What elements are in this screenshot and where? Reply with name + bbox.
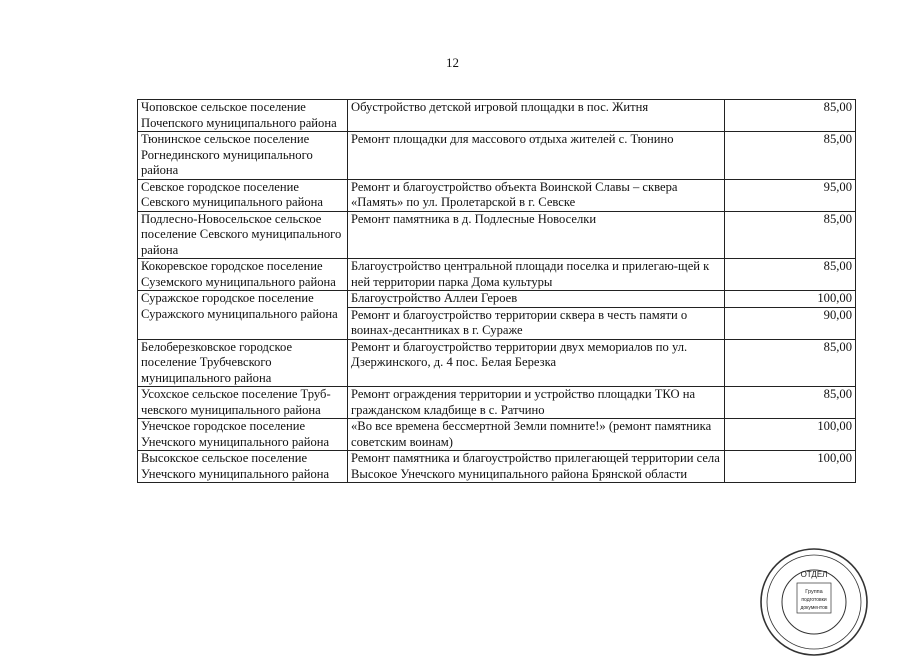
settlement-cell: Белоберезковское городское поселение Трубчевского муниципального района — [138, 339, 348, 387]
settlement-cell: Унечское городское поселение Унечского муниципального района — [138, 419, 348, 451]
project-cell: Обустройство детской игровой площадки в пос. Житня — [348, 100, 725, 132]
table-row — [138, 211, 856, 259]
project-cell: Ремонт и благоустройство территории двух мемориалов по ул. Дзержинского, д. 4 пос. Белая Березка — [348, 339, 725, 387]
stamp-department: ОТДЕЛ — [800, 570, 828, 579]
project-cell: Ремонт памятника и благоустройство прилегающей территории села Высокое Унечского муниципального района Брянской области — [348, 451, 725, 483]
amount-cell: 85,00 — [725, 339, 856, 387]
settlement-cell: Севское городское поселение Севского муниципального района — [138, 179, 348, 211]
table-row — [138, 100, 856, 132]
stamp-group-line3: документов — [800, 605, 828, 611]
amount-cell: 85,00 — [725, 259, 856, 291]
project-cell: Ремонт и благоустройство объекта Воинской Славы – сквера «Память» по ул. Пролетарской в г. Севске — [348, 179, 725, 211]
settlement-cell: Чоповское сельское поселение Почепского муниципального района — [138, 100, 348, 132]
settlement-cell: Высокское сельское поселение Унечского муниципального района — [138, 451, 348, 483]
page-number: 12 — [446, 55, 459, 70]
project-cell: Благоустройство Аллеи Героев — [348, 291, 725, 308]
table-row — [138, 291, 856, 308]
amount-cell: 90,00 — [725, 307, 856, 339]
project-cell: Ремонт ограждения территории и устройство площадки ТКО на гражданском кладбище в с. Ратчино — [348, 387, 725, 419]
amount-cell: 85,00 — [725, 100, 856, 132]
stamp-group-line2: подготовки — [801, 597, 827, 603]
amount-cell: 95,00 — [725, 179, 856, 211]
settlement-cell: Подлесно-Новосельское сельское поселение Севского муниципального района — [138, 211, 348, 259]
table-row — [138, 132, 856, 180]
table-row — [138, 339, 856, 387]
project-cell: Ремонт и благоустройство территории сквера в честь памяти о воинах-десантниках в г. Сураже — [348, 307, 725, 339]
official-stamp-icon — [759, 547, 869, 657]
amount-cell: 100,00 — [725, 419, 856, 451]
table-row — [138, 387, 856, 419]
settlement-cell: Усохское сельское поселение Труб-чевского муниципального района — [138, 387, 348, 419]
table-row — [138, 259, 856, 291]
settlement-cell: Суражское городское поселение Суражского муниципального района — [138, 291, 348, 340]
amount-cell: 85,00 — [725, 211, 856, 259]
project-cell: Ремонт площадки для массового отдыха жителей с. Тюнино — [348, 132, 725, 180]
project-cell: Благоустройство центральной площади поселка и прилегаю-щей к ней территории парка Дома культуры — [348, 259, 725, 291]
amount-cell: 85,00 — [725, 132, 856, 180]
project-cell: «Во все времена бессмертной Земли помните!» (ремонт памятника советским воинам) — [348, 419, 725, 451]
settlement-cell: Тюнинское сельское поселение Рогнединского муниципального района — [138, 132, 348, 180]
amount-cell: 85,00 — [725, 387, 856, 419]
table-row — [138, 419, 856, 451]
project-cell: Ремонт памятника в д. Подлесные Новоселки — [348, 211, 725, 259]
stamp-group-line1: Группа — [805, 589, 823, 595]
table-row — [138, 179, 856, 211]
amount-cell: 100,00 — [725, 451, 856, 483]
projects-table — [137, 99, 856, 483]
amount-cell: 100,00 — [725, 291, 856, 308]
settlement-cell: Кокоревское городское поселение Суземского муниципального района — [138, 259, 348, 291]
table-row — [138, 451, 856, 483]
